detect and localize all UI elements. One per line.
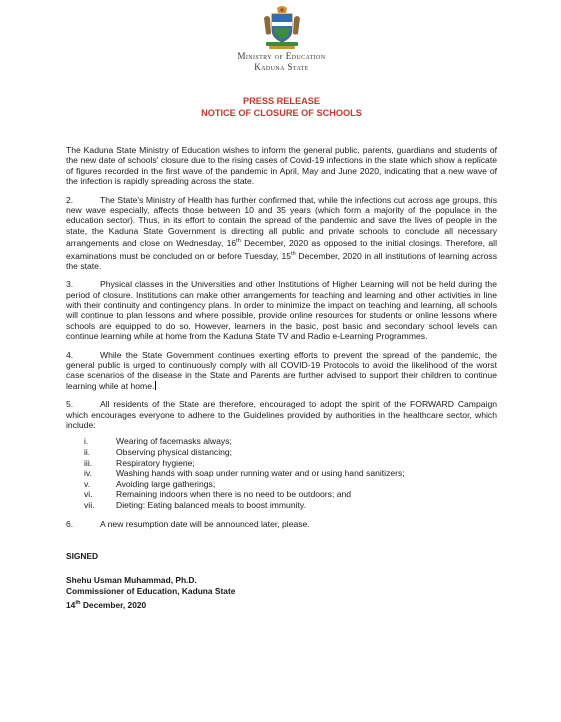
text-cursor: [155, 381, 156, 390]
list-item-number: iv.: [84, 468, 92, 479]
signatory-role: Commissioner of Education, Kaduna State: [66, 586, 236, 597]
ministry-header: [66, 51, 497, 73]
list-item: [84, 489, 497, 500]
title-press-release: PRESS RELEASE: [242, 96, 321, 106]
signatory-name: Shehu Usman Muhammad, Ph.D.: [66, 574, 197, 585]
paragraph-3-text: Physical classes in the Universities and other Institutions of Higher Learning will not be held during the period of closure. Institutions can make other arrangements for teaching and learning and other activities in line with their continuity and contingency plans. In order to minimize the impact on teaching and learning, all schools will continue to plan lessons and where possible, provide online resources for students or online lessons where schools are equipped to do so. However, learners in the basic, post basic and secondary school levels can continue learning while at home from the Kaduna State TV and Radio e-Learning Programmes.: [66, 279, 497, 342]
document-title: [66, 95, 497, 119]
paragraph-5: [66, 399, 497, 430]
list-item-text: Wearing of facemasks always;: [116, 436, 232, 447]
list-item: [84, 479, 497, 490]
list-item: [84, 458, 497, 469]
paragraph-2: [66, 195, 497, 272]
list-item: [84, 468, 497, 479]
list-item-text: Remaining indoors when there is no need to be outdoors; and: [116, 489, 352, 500]
paragraph-5-number: 5.: [66, 399, 74, 410]
list-item-text: Observing physical distancing;: [116, 447, 233, 458]
paragraph-2-text-a: The State's Ministry of Health has further confirmed that, while the infections cut across age groups, this new wave especially, affects those between 10 and 35 years (which form a majority of the populace in the education sector). Thus, in its effort to contain the spread of the pandemic and save the lives of people in the state, the Kaduna State Government is directing all public and private schools to conclude all necessary arrangements and close on Wednesday, 16: [66, 194, 497, 249]
paragraph-6: [66, 519, 497, 529]
paragraph-3-number: 3.: [66, 279, 74, 290]
paragraph-2-text-c: December, 2020 in all institutions of learning across the state.: [66, 250, 497, 271]
paragraph-2-text-b: December, 2020 as opposed to the initial closings. Therefore, all examinations must be concluded on or before Tuesday, 15: [66, 238, 497, 261]
list-item-number: iii.: [84, 457, 93, 468]
list-item-number: vi.: [84, 489, 93, 500]
list-item-text: Washing hands with soap under running water and or using hand sanitizers;: [116, 468, 405, 479]
list-item-number: vii.: [84, 500, 95, 511]
ministry-name: Ministry of Education: [237, 51, 326, 61]
crest-wrap: [66, 0, 497, 50]
signature-block: [66, 551, 497, 611]
list-item-text: Dieting: Eating balanced meals to boost immunity.: [116, 500, 306, 511]
list-item-number: v.: [84, 478, 91, 489]
date-day: 14: [66, 599, 76, 610]
paragraph-2-number: 2.: [66, 194, 74, 205]
list-item-text: Respiratory hygiene;: [116, 457, 195, 468]
document-body: [66, 145, 497, 529]
list-item: [84, 447, 497, 458]
signed-label: SIGNED: [66, 551, 99, 562]
paragraph-2-sup-2: th: [291, 250, 296, 257]
state-name: Kaduna State: [254, 62, 309, 72]
list-item: [84, 436, 497, 447]
paragraph-3: [66, 279, 497, 341]
list-item-text: Avoiding large gatherings;: [116, 478, 216, 489]
guidelines-list: [66, 436, 497, 510]
paragraph-5-text: All residents of the State are therefore, encouraged to adopt the spirit of the FORWARD Campaign which encourages everyone to adhere to the Guidelines provided by authorities in the healthcare sector, which include:: [66, 399, 497, 431]
date-rest: December, 2020: [80, 599, 147, 610]
paragraph-1: The Kaduna State Ministry of Education wishes to inform the general public, parents, guardians and students of the new date of schools' closure due to the rising cases of Covid-19 infections in the state which show a replicate of figures recorded in the first wave of the pandemic in April, May and June 2020, indicating that a new wave of the infection is rapidly spreading across the state.: [66, 145, 497, 187]
title-notice: NOTICE OF CLOSURE OF SCHOOLS: [201, 108, 362, 118]
kaduna-state-coat-of-arms-icon: [260, 4, 304, 50]
paragraph-6-text: A new resumption date will be announced later, please.: [100, 518, 310, 529]
list-item: [84, 500, 497, 511]
paragraph-4: [66, 350, 497, 392]
list-item-number: i.: [84, 436, 89, 447]
paragraph-2-sup-1: th: [236, 238, 241, 245]
signature-date: [66, 598, 497, 611]
list-item-number: ii.: [84, 447, 91, 458]
paragraph-4-text: While the State Government continues exerting efforts to prevent the spread of the pandemic, the general public is urged to continuously comply with all COVID-19 Protocols to avoid the likelihood of the worst case scenarios of the disease in the State and Parents are further advised to support their children to continue learning while at home.: [66, 349, 497, 391]
paragraph-6-number: 6.: [66, 518, 74, 529]
paragraph-4-number: 4.: [66, 349, 74, 360]
date-sup: th: [75, 599, 81, 606]
